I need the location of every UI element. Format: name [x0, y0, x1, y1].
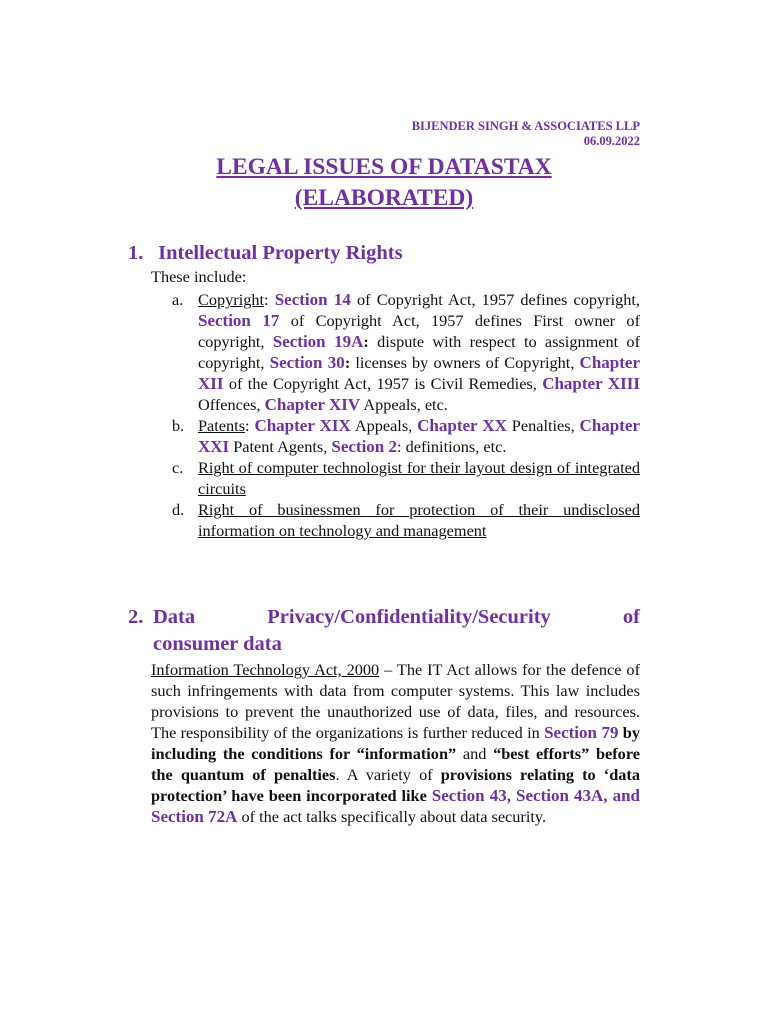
item-text: :: [245, 416, 255, 435]
section-2-number: 2.: [128, 606, 144, 628]
list-marker: c.: [172, 458, 184, 477]
item-text: Right of businessmen for protection of their undisclosed information on technology and management: [198, 500, 640, 540]
section-ref: Section 30: [269, 353, 345, 372]
heading-word: Data: [153, 606, 196, 628]
section-ref: Section 43, Section 43A, and Section 72A: [151, 786, 640, 826]
para-bold-text: “best efforts” before the quantum of penalties: [151, 744, 640, 784]
list-marker: b.: [172, 416, 185, 435]
list-item-patents: [151, 415, 640, 457]
section-ref: Section 19A: [272, 332, 364, 351]
item-text: Patent Agents,: [229, 437, 332, 456]
section-2-heading: [128, 604, 640, 658]
section-ref: Chapter XIII: [542, 374, 640, 393]
list-marker: a.: [172, 290, 184, 309]
section-ref: Section 2: [331, 437, 398, 456]
item-text: of the Copyright Act, 1957 is Civil Remedies,: [223, 374, 543, 393]
section-ref: Chapter XXI: [198, 416, 640, 456]
section-1-heading: [128, 240, 640, 267]
heading-word: of: [622, 606, 640, 628]
para-text: – The IT Act allows for the defence of such infringements with data from computer systems. This law includes provisions to prevent the unauthorized use of data, files, and resources. The responsibility of the organizations is further reduced in: [151, 660, 640, 742]
section-2-title-line-2: consumer data: [153, 633, 282, 655]
act-name: Information Technology Act, 2000: [151, 660, 380, 679]
item-text: Penalties,: [506, 416, 580, 435]
item-text: : definitions, etc.: [397, 437, 507, 456]
section-ref: Chapter XX: [417, 416, 507, 435]
list-item-integrated-circuits: [151, 457, 640, 499]
section-1-number: 1.: [128, 242, 144, 264]
firm-name: BIJENDER SINGH & ASSOCIATES LLP: [411, 119, 640, 133]
item-text: licenses by owners of Copyright,: [350, 353, 580, 372]
list-marker: d.: [172, 500, 185, 519]
section-ref: Chapter XIX: [254, 416, 351, 435]
item-text: :: [363, 332, 369, 351]
para-text: . A variety of: [335, 765, 441, 784]
para-bold-text: by including the conditions for “information”: [151, 723, 640, 763]
item-label: Copyright: [198, 290, 265, 309]
heading-word: Privacy/Confidentiality/Security: [267, 606, 551, 628]
item-text: :: [264, 290, 275, 309]
title-line-2: (ELABORATED): [294, 185, 474, 211]
item-text: dispute with respect to assignment of copyright,: [198, 332, 640, 372]
document-header: [412, 119, 640, 149]
section-ref: Section 17: [198, 311, 280, 330]
item-text: :: [344, 353, 351, 372]
list-item-undisclosed-information: [151, 499, 640, 541]
section-2-paragraph: [151, 659, 640, 827]
section-2-title-line-1: [128, 604, 640, 631]
para-text: and: [456, 744, 494, 763]
item-text: of Copyright Act, 1957 defines copyright,: [350, 290, 640, 309]
item-text: Appeals, etc.: [360, 395, 448, 414]
item-text: of Copyright Act, 1957 defines First owner of copyright,: [198, 311, 640, 351]
ipr-list: [151, 289, 640, 541]
list-item-copyright: [151, 289, 640, 415]
section-1-title: Intellectual Property Rights: [158, 242, 403, 264]
item-text: Right of computer technologist for their layout design of integrated circuits: [198, 458, 640, 498]
section-ref: Chapter XIV: [264, 395, 361, 414]
title-line-1: LEGAL ISSUES OF DATASTAX: [216, 154, 552, 180]
item-label: Patents: [198, 416, 246, 435]
item-text: Offences,: [198, 395, 265, 414]
section-ref: Chapter XII: [198, 353, 640, 393]
item-text: Appeals,: [350, 416, 418, 435]
para-bold-text: provisions relating to ‘data protection’ have been incorporated like: [151, 765, 640, 805]
section-ref: Section 14: [274, 290, 351, 309]
page-title: [0, 152, 768, 214]
section-1-intro: These include:: [151, 267, 247, 286]
section-ref: Section 79: [544, 723, 619, 742]
para-text: of the act talks specifically about data security.: [237, 807, 547, 826]
document-date: 06.09.2022: [583, 134, 640, 148]
